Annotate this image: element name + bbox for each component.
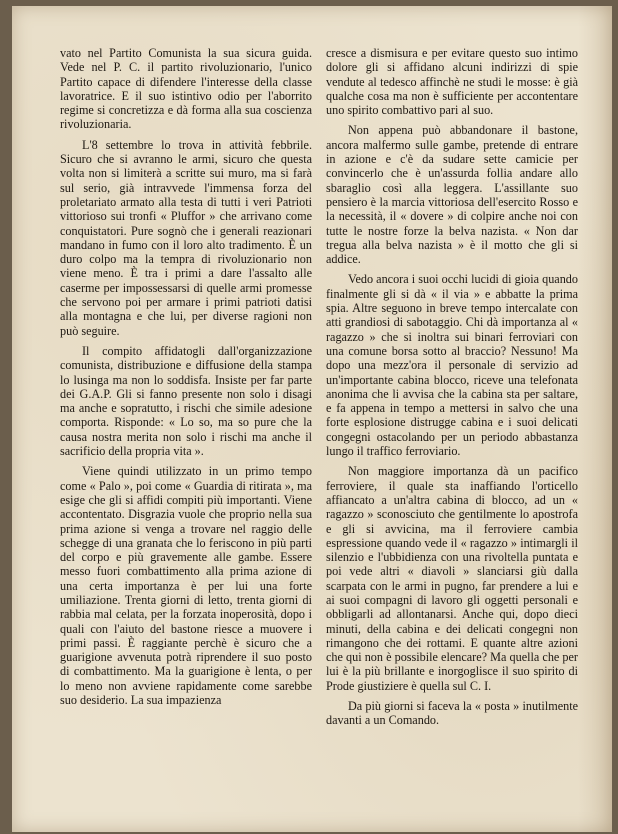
- paragraph: Da più giorni si faceva la « posta » inutilmente davanti a un Comando.: [326, 699, 578, 728]
- paragraph: Viene quindi utilizzato in un primo tempo come « Palo », poi come « Guardia di ritirata », ma esige che gli si affidi compiti più importanti. Viene accontentato. Disgrazia vuole che proprio nella sua prima azione si venga a trovare nel raggio delle schegge di una granata che lo feriscono in più parti del corpo e più gravemente alle gambe. Essere messo fuori combattimento alla prima azione di una certa importanza è per lui una forte umiliazione. Trenta giorni di letto, trenta giorni di rabbia mal celata, per la forzata inoperosità, dopo i quali con l'aiuto del bastone riesce a muovere i primi passi. È raggiante perchè è sicuro che a guarigione avvenuta potrà riprendere il suo posto di combattimento. Ma la guarigione è lenta, o per lo meno non avviene rapidamente come sarebbe suo desiderio. La sua impazienza: [60, 464, 312, 708]
- paragraph: Non maggiore importanza dà un pacifico ferroviere, il quale sta inaffiando l'orticello affiancato a un'altra cabina di blocco, ad un « ragazzo » sconosciuto che gentilmente lo apostrofa e gli si avvicina, ma il ferroviere cambia espressione quando vede il « ragazzo » intimargli il silenzio e l'ubbidienza con una rivoltella puntata e poi vede altri « diavoli » slanciarsi giù dalla scarpata con le armi in pugno, far prendere a lui e ai suoi compagni di lavoro gli oggetti personali e obbligarli ad allontanarsi. Anche qui, dopo dieci minuti, della cabina e dei delicati congegni non rimangono che dei rottami. E quante altre azioni che qui non è possibile elencare? Ma quella che per lui è la più brillante e inorgoglisce il suo spirito di Prode giustiziere è quella sul C. I.: [326, 464, 578, 693]
- paper-edge-shading: [578, 6, 612, 832]
- left-text-column: [60, 46, 312, 713]
- paragraph: vato nel Partito Comunista la sua sicura guida. Vede nel P. C. il partito rivoluzionario, l'unico Partito capace di difendere l'interesse della classe lavoratrice. E il suo istintivo odio per l'aborrito regime si concretizza e dà forma alla sua coscienza rivoluzionaria.: [60, 46, 312, 132]
- paragraph: cresce a dismisura e per evitare questo suo intimo dolore gli si affidano alcuni indirizzi di spie vendute al tedesco affinchè ne studi le mosse: è già qualche cosa ma non è sufficiente per accontentare uno spirito combattivo pari al suo.: [326, 46, 578, 118]
- paragraph: Non appena può abbandonare il bastone, ancora malfermo sulle gambe, pretende di entrare in azione e c'è da sudare sette camicie per convincerlo che è un'assurda follia andare allo sbaraglio così alla leggera. L'assillante suo pensiero è la marcia vittoriosa dell'esercito Rosso e la necessità, il « dovere » di colpire anche noi con tutte le nostre forze la belva nazista. « Non dar tregua alla belva nazista » è il motto che gli si addice.: [326, 123, 578, 267]
- paragraph: Il compito affidatogli dall'organizzazione comunista, distribuzione e diffusione della stampa lo lusinga ma non lo soddisfa. Insiste per far parte dei G.A.P. Gli si fanno presente non solo i disagi ma anche e sopratutto, i rischi che simile adesione comporta. Risponde: « Lo so, ma so pure che la causa nostra merita non solo i rischi ma anche il sacrificio della propria vita ».: [60, 343, 312, 459]
- paragraph: L'8 settembre lo trova in attività febbrile. Sicuro che si avranno le armi, sicuro che questa volta non si limiterà a scritte sui muro, ma si farà sul serio, già intravvede l'immensa forza del proletariato armato alla testa di tutti i veri Patrioti vittorioso sui tronfi « Pluffor » che arrivano come conquistatori. Pure sognò che i generali reazionari mandano in fumo con il loro alto tradimento. È un duro colpo ma la tempra di rivoluzionario non viene meno. È tra i primi a dare l'assalto alle caserme per impossessarsi di quelle armi promesse che servono poi per armare i primi patrioti datisi alla montagna e che lui, per diverse ragioni non può seguire.: [60, 137, 312, 338]
- paragraph: Vedo ancora i suoi occhi lucidi di gioia quando finalmente gli si dà « il via » e abbatte la prima spia. Altre seguono in breve tempo intercalate con atti grandiosi di sabotaggio. Chi dà importanza al « ragazzo » che si inoltra sui binari ferroviari con una comune borsa sotto al braccio? Nessuno! Ma dopo una mezz'ora il personale di servizio ad un'importante cabina blocco, riceve una telefonata anonima che li avvisa che la cabina sta per saltare, e fa appena in tempo a mettersi in salvo che una forte esplosione distrugge cabina e i suoi delicati congegni ostacolando per un periodo abbastanza lungo il traffico ferroviario.: [326, 272, 578, 459]
- document-page: [12, 6, 612, 832]
- right-text-column: [326, 46, 578, 734]
